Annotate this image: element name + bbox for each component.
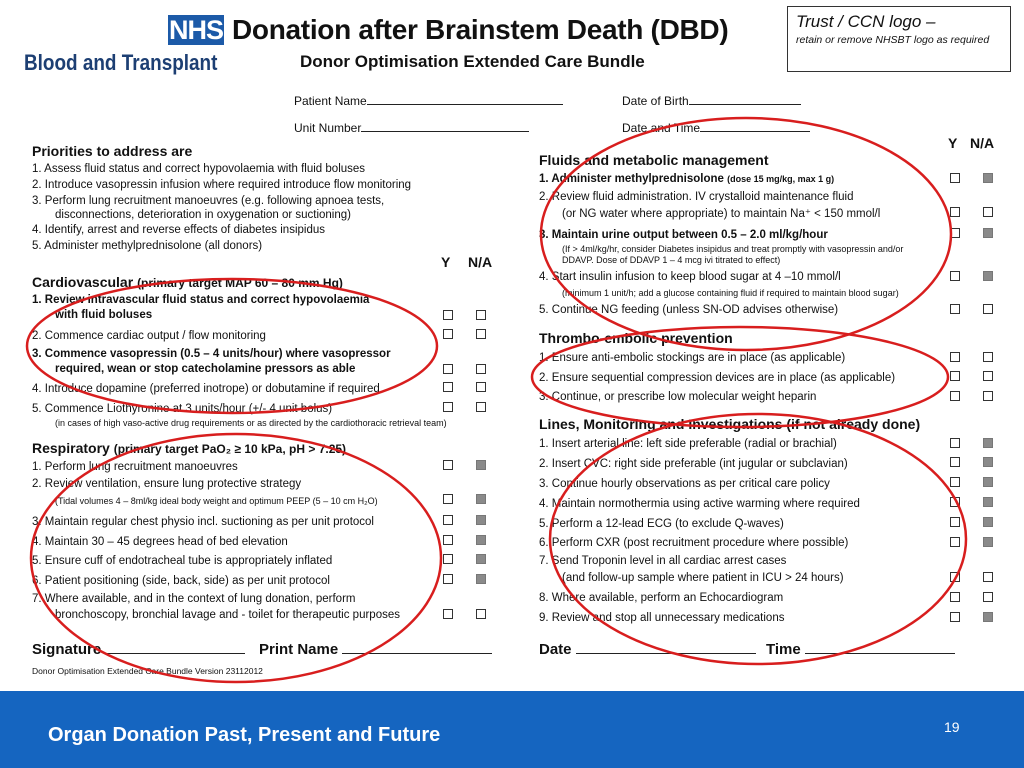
checkbox-y[interactable] xyxy=(950,477,960,487)
cardio-item: 1. Review intravascular fluid status and correct hypovolaemia xyxy=(32,294,370,306)
na-column-header: N/A xyxy=(970,135,995,151)
priorities-heading: Priorities to address are xyxy=(32,143,193,159)
checkbox-na[interactable] xyxy=(983,207,993,217)
checkbox-na-filled xyxy=(476,494,486,504)
trust-logo-title: Trust / CCN logo – xyxy=(796,12,936,31)
checkbox-na-filled xyxy=(476,535,486,545)
checkbox-na[interactable] xyxy=(476,609,486,619)
resp-item: 7. Where available, and in the context of lung donation, perform xyxy=(32,593,356,605)
checkbox-na[interactable] xyxy=(476,382,486,392)
trust-logo-note: retain or remove NHSBT logo as required xyxy=(796,34,990,46)
checkbox-y[interactable] xyxy=(950,517,960,527)
checkbox-na-filled xyxy=(983,228,993,238)
document-subtitle: Donor Optimisation Extended Care Bundle xyxy=(300,52,645,71)
date-field: Date xyxy=(539,641,756,658)
checkbox-y[interactable] xyxy=(950,612,960,622)
signature-field: Signature xyxy=(32,641,245,658)
priority-item: 4. Identify, arrest and reverse effects of diabetes insipidus xyxy=(32,224,325,236)
checkbox-y[interactable] xyxy=(443,554,453,564)
fluids-item: 5. Continue NG feeding (unless SN-OD advises otherwise) xyxy=(539,304,839,316)
fluids-note: (If > 4ml/kg/hr, consider Diabetes insipidus and treat promptly with vasopressin and/or xyxy=(562,244,904,254)
document-title: Donation after Brainstem Death (DBD) xyxy=(232,14,729,45)
priority-item: 2. Introduce vasopressin infusion where required introduce flow monitoring xyxy=(32,179,412,191)
checkbox-na[interactable] xyxy=(983,592,993,602)
checkbox-na[interactable] xyxy=(476,310,486,320)
checkbox-y[interactable] xyxy=(443,515,453,525)
thrombo-item: 3. Continue, or prescribe low molecular weight heparin xyxy=(539,391,817,403)
trust-logo-box xyxy=(787,6,1011,72)
lines-item: 2. Insert CVC: right side preferable (int jugular or subclavian) xyxy=(539,458,848,470)
fluids-heading: Fluids and metabolic management xyxy=(539,152,769,168)
checkbox-y[interactable] xyxy=(950,572,960,582)
lines-item: (and follow-up sample where patient in ICU > 24 hours) xyxy=(562,572,844,584)
resp-note: (Tidal volumes 4 – 8ml/kg ideal body weight and optimum PEEP (5 – 10 cm H₂O) xyxy=(55,496,378,506)
checkbox-y[interactable] xyxy=(950,371,960,381)
lines-item: 7. Send Troponin level in all cardiac arrest cases xyxy=(539,555,787,567)
resp-item: 1. Perform lung recruitment manoeuvres xyxy=(32,461,238,473)
checkbox-y[interactable] xyxy=(950,537,960,547)
priority-item: 3. Perform lung recruitment manoeuvres (e.g. following apnoea tests, xyxy=(32,195,385,207)
patient-name-field: Patient Name xyxy=(294,92,563,108)
checkbox-y[interactable] xyxy=(950,207,960,217)
date-time-field: Date and Time xyxy=(622,119,810,135)
checkbox-y[interactable] xyxy=(443,460,453,470)
checkbox-na-filled xyxy=(476,574,486,584)
cardio-item: required, wean or stop catecholamine pressors as able xyxy=(55,363,356,375)
checkbox-na-filled xyxy=(476,460,486,470)
thrombo-item: 2. Ensure sequential compression devices are in place (as applicable) xyxy=(539,372,896,384)
blood-transplant-logo-text: Blood and Transplant xyxy=(24,50,218,75)
checkbox-na[interactable] xyxy=(476,364,486,374)
date-of-birth-field: Date of Birth xyxy=(622,92,801,108)
checkbox-y[interactable] xyxy=(950,271,960,281)
priority-item: 5. Administer methylprednisolone (all donors) xyxy=(32,240,263,252)
checkbox-na-filled xyxy=(983,517,993,527)
cardio-note: (in cases of high vaso-active drug requirements or as directed by the cardiothoracic retrieval team) xyxy=(55,418,447,428)
checkbox-y[interactable] xyxy=(950,497,960,507)
checkbox-na-filled xyxy=(983,438,993,448)
checkbox-y[interactable] xyxy=(443,535,453,545)
print-name-field: Print Name xyxy=(259,641,492,658)
lines-heading: Lines, Monitoring and Investigations (if not already done) xyxy=(539,416,921,432)
checkbox-y[interactable] xyxy=(443,364,453,374)
checkbox-na-filled xyxy=(983,477,993,487)
resp-item: 3. Maintain regular chest physio incl. suctioning as per unit protocol xyxy=(32,516,374,528)
checkbox-na-filled xyxy=(983,612,993,622)
checkbox-y[interactable] xyxy=(950,592,960,602)
resp-item: 4. Maintain 30 – 45 degrees head of bed elevation xyxy=(32,536,288,548)
time-field: Time xyxy=(766,641,955,658)
fluids-note: (minimum 1 unit/h; add a glucose containing fluid if required to maintain blood sugar) xyxy=(562,288,899,298)
lines-item: 1. Insert arterial line: left side preferable (radial or brachial) xyxy=(539,438,837,450)
nhs-logo: NHS xyxy=(168,15,223,45)
cardiovascular-heading: Cardiovascular (primary target MAP 60 – 80 mm Hg) xyxy=(32,274,343,290)
lines-item: 4. Maintain normothermia using active warming where required xyxy=(539,498,860,510)
lines-item: 8. Where available, perform an Echocardiogram xyxy=(539,592,784,604)
lines-item: 6. Perform CXR (post recruitment procedure where possible) xyxy=(539,537,849,549)
checkbox-y[interactable] xyxy=(443,494,453,504)
checkbox-y[interactable] xyxy=(443,402,453,412)
checkbox-na-filled xyxy=(983,173,993,183)
priority-item: 1. Assess fluid status and correct hypovolaemia with fluid boluses xyxy=(32,163,366,175)
checkbox-y[interactable] xyxy=(950,391,960,401)
y-column-header: Y xyxy=(948,135,958,151)
checkbox-na[interactable] xyxy=(983,572,993,582)
priority-item: disconnections, deterioration in oxygenation or suctioning) xyxy=(55,209,351,221)
checkbox-y[interactable] xyxy=(443,609,453,619)
checkbox-y[interactable] xyxy=(950,352,960,362)
lines-item: 3. Continue hourly observations as per critical care policy xyxy=(539,478,830,490)
checkbox-na[interactable] xyxy=(983,391,993,401)
checkbox-y[interactable] xyxy=(443,310,453,320)
checkbox-na-filled xyxy=(983,537,993,547)
checkbox-na[interactable] xyxy=(476,329,486,339)
cardio-item: 4. Introduce dopamine (preferred inotrope) or dobutamine if required xyxy=(32,383,380,395)
checkbox-y[interactable] xyxy=(443,382,453,392)
resp-item: 5. Ensure cuff of endotracheal tube is appropriately inflated xyxy=(32,555,333,567)
checkbox-y[interactable] xyxy=(950,304,960,314)
fluids-item: 1. Administer methylprednisolone (dose 15 mg/kg, max 1 g) xyxy=(539,173,835,185)
unit-number-field: Unit Number xyxy=(294,119,529,135)
lines-item: 5. Perform a 12-lead ECG (to exclude Q-waves) xyxy=(539,518,784,530)
checkbox-y[interactable] xyxy=(950,457,960,467)
lines-item: 9. Review and stop all unnecessary medications xyxy=(539,612,785,624)
fluids-item: 2. Review fluid administration. IV crystalloid maintenance fluid xyxy=(539,191,854,203)
checkbox-na[interactable] xyxy=(476,402,486,412)
checkbox-na-filled xyxy=(983,457,993,467)
cardio-item: 5. Commence Liothyronine at 3 units/hour (+/- 4 unit bolus) xyxy=(32,403,333,415)
version-text: Donor Optimisation Extended Care Bundle Version 23112012 xyxy=(32,666,263,676)
checkbox-na[interactable] xyxy=(983,371,993,381)
fluids-item: 3. Maintain urine output between 0.5 – 2.0 ml/kg/hour xyxy=(539,229,828,241)
y-column-header: Y xyxy=(441,254,451,270)
thrombo-item: 1. Ensure anti-embolic stockings are in place (as applicable) xyxy=(539,352,846,364)
respiratory-heading: Respiratory (primary target PaO₂ ≥ 10 kPa, pH > 7.25) xyxy=(32,440,347,456)
thrombo-heading: Thrombo-embolic prevention xyxy=(539,330,733,346)
cardio-item: 2. Commence cardiac output / flow monitoring xyxy=(32,330,266,342)
resp-item: bronchoscopy, bronchial lavage and - toilet for therapeutic purposes xyxy=(55,609,400,621)
cardio-item: 3. Commence vasopressin (0.5 – 4 units/hour) where vasopressor xyxy=(32,348,391,360)
footer-title: Organ Donation Past, Present and Future xyxy=(48,724,441,746)
checkbox-na-filled xyxy=(476,515,486,525)
fluids-item: (or NG water where appropriate) to maintain Na⁺ < 150 mmol/l xyxy=(562,208,881,220)
resp-item: 6. Patient positioning (side, back, side) as per unit protocol xyxy=(32,575,330,587)
na-column-header: N/A xyxy=(468,254,493,270)
fluids-note: DDAVP. Dose of DDAVP 1 – 4 mcg ivi titrated to effect) xyxy=(562,255,781,265)
checkbox-na[interactable] xyxy=(983,352,993,362)
page-number: 19 xyxy=(944,719,960,735)
checkbox-na[interactable] xyxy=(983,304,993,314)
checkbox-y[interactable] xyxy=(950,438,960,448)
checkbox-y[interactable] xyxy=(443,574,453,584)
fluids-item: 4. Start insulin infusion to keep blood sugar at 4 –10 mmol/l xyxy=(539,271,841,283)
checkbox-y[interactable] xyxy=(950,228,960,238)
checkbox-na-filled xyxy=(983,497,993,507)
checkbox-y[interactable] xyxy=(443,329,453,339)
cardio-item: with fluid boluses xyxy=(55,309,153,321)
checkbox-na-filled xyxy=(476,554,486,564)
checkbox-y[interactable] xyxy=(950,173,960,183)
checkbox-na-filled xyxy=(983,271,993,281)
resp-item: 2. Review ventilation, ensure lung protective strategy xyxy=(32,478,302,490)
